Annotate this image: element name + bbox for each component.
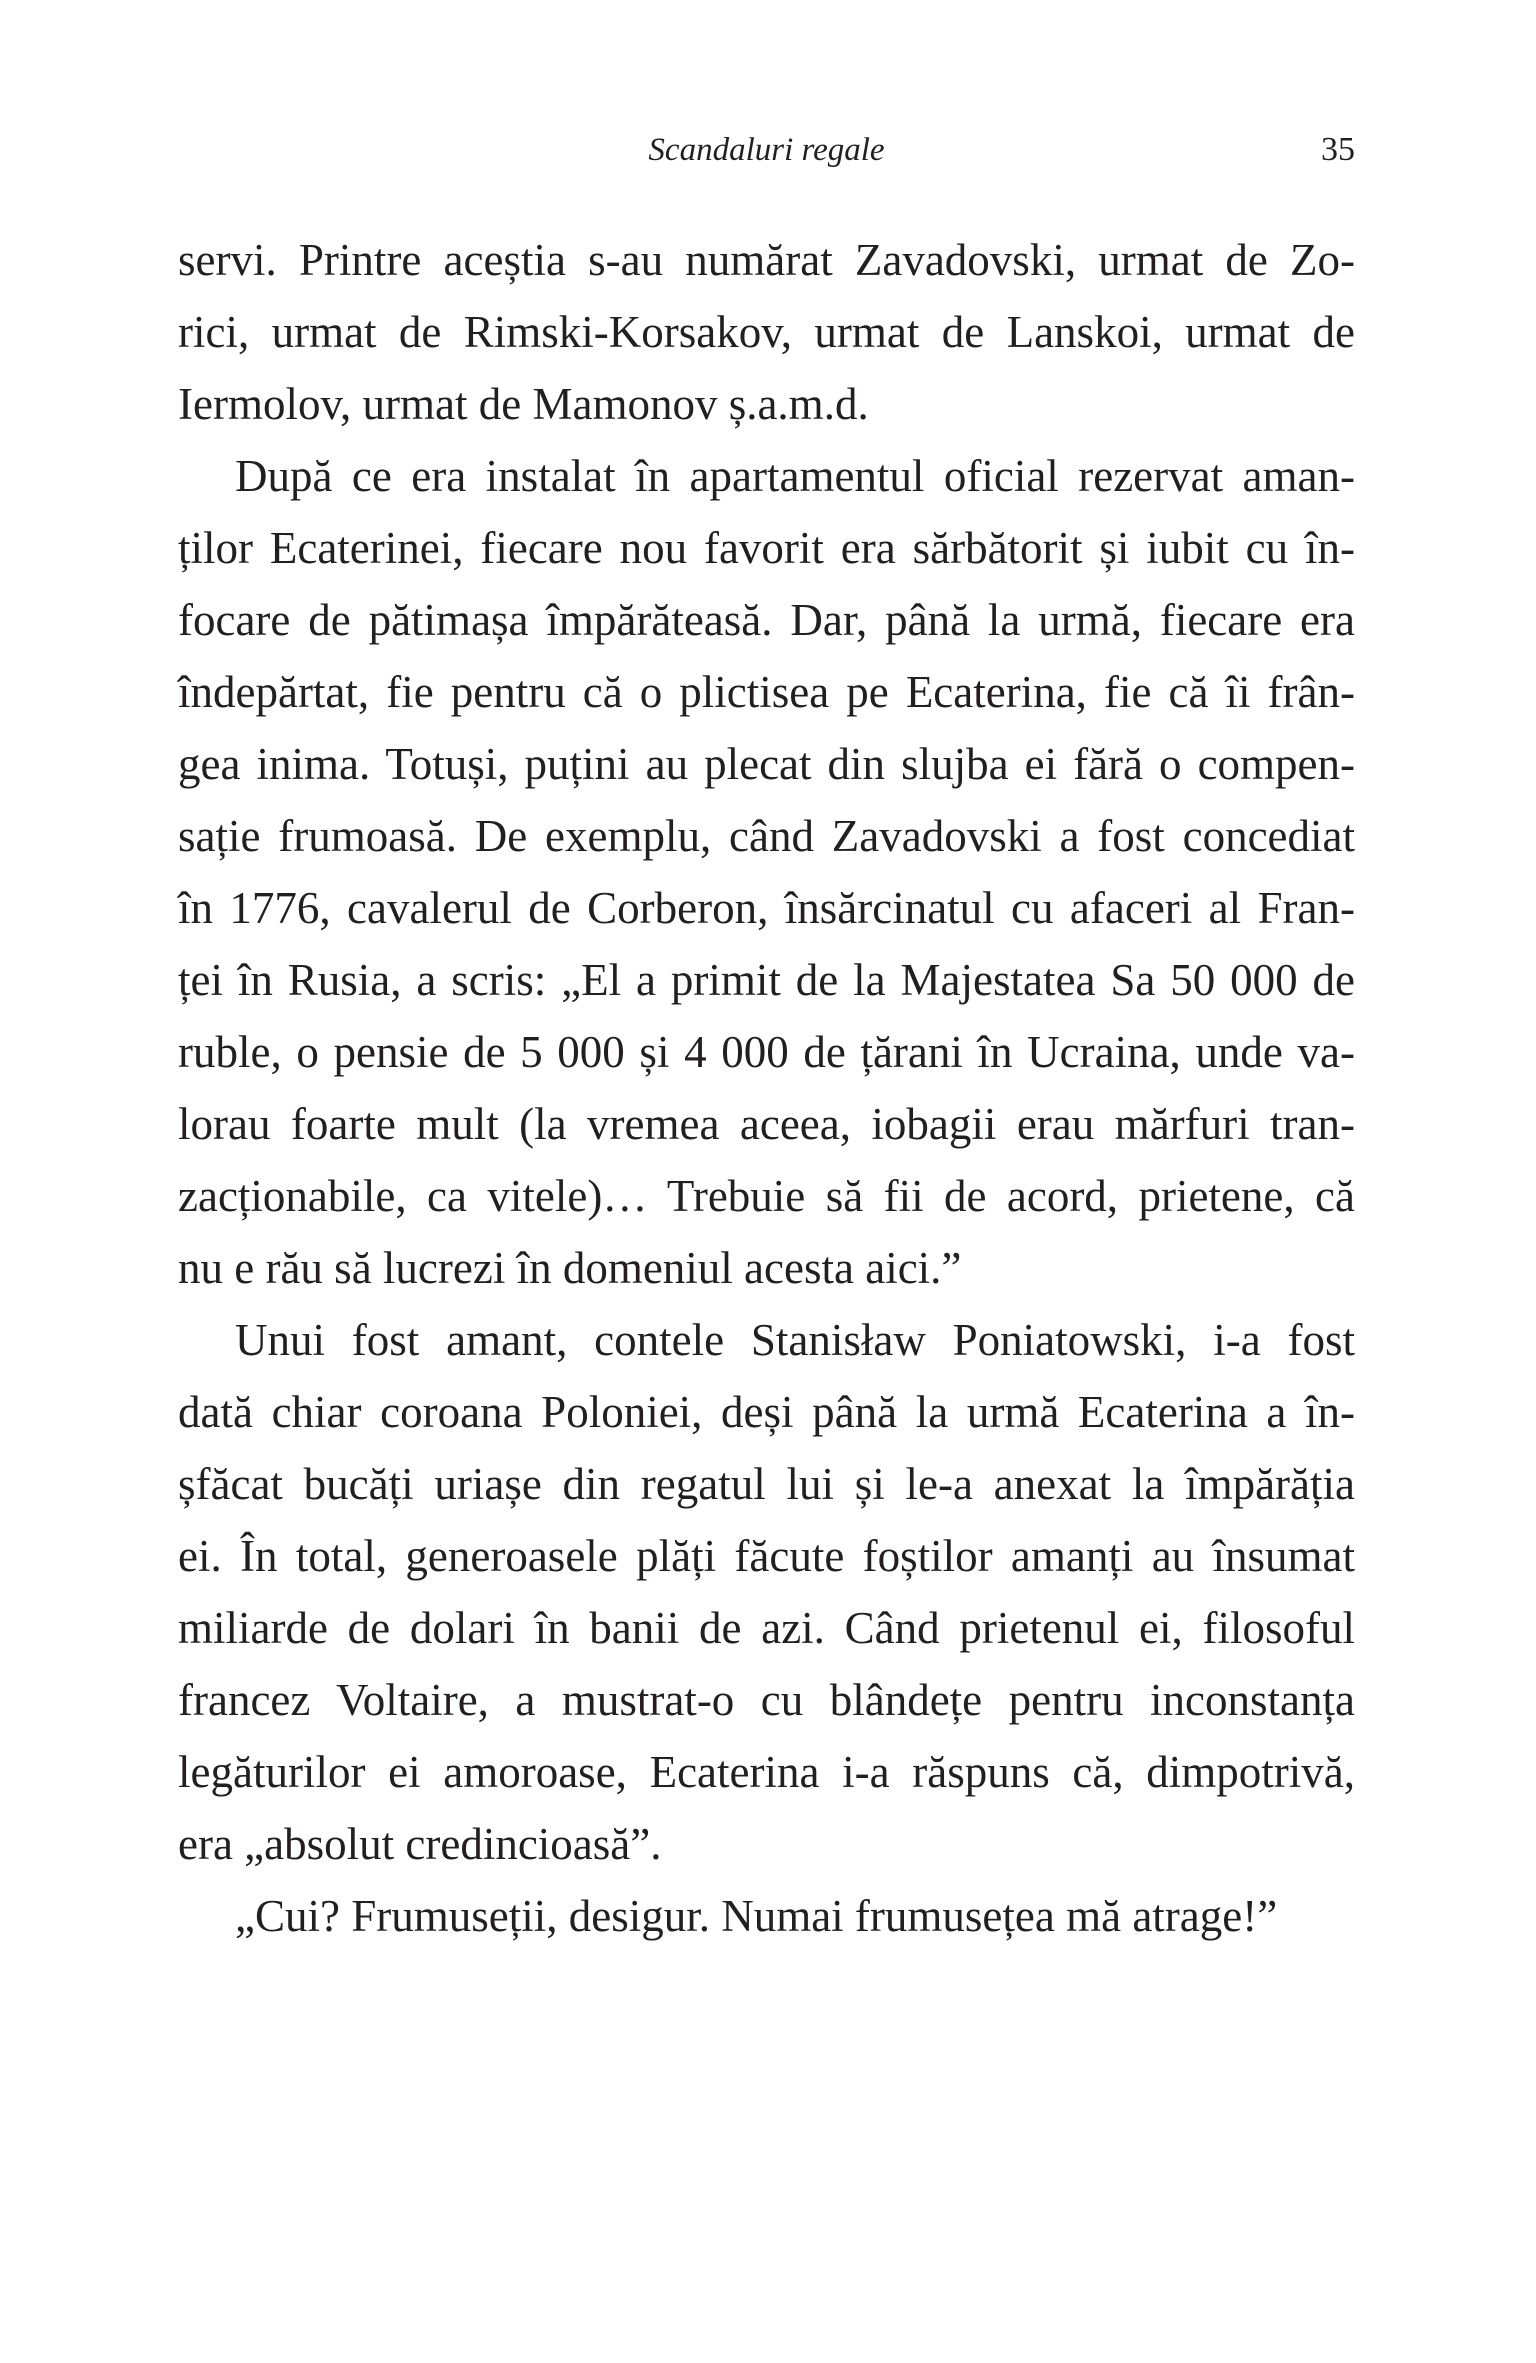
- paragraph: [178, 1880, 1355, 1952]
- text-line: nu e rău să lucrezi în domeniul acesta aici.”: [178, 1243, 962, 1293]
- text-line: legăturilor ei amoroase, Ecaterina i-a răspuns că, dimpotrivă,: [178, 1747, 1355, 1797]
- text-line: „Cui? Frumuseții, desigur. Numai frumusețea mă atrage!”: [235, 1891, 1278, 1941]
- text-line: sație frumoasă. De exemplu, când Zavadovski a fost concediat: [178, 811, 1355, 861]
- text-line: șfăcat bucăți uriașe din regatul lui și le-a anexat la împărăția: [178, 1459, 1355, 1509]
- text-line: ței în Rusia, a scris: „El a primit de la Majestatea Sa 50 000 de: [178, 955, 1355, 1005]
- running-header: [178, 126, 1355, 174]
- page-number: 35: [1321, 131, 1355, 168]
- text-line: lorau foarte mult (la vremea aceea, iobagii erau mărfuri tran-: [178, 1099, 1355, 1149]
- body-text: [178, 224, 1355, 1952]
- text-line: în 1776, cavalerul de Corberon, însărcinatul cu afaceri al Fran-: [178, 883, 1355, 933]
- paragraph: [178, 1304, 1355, 1880]
- text-line: ților Ecaterinei, fiecare nou favorit era sărbătorit și iubit cu în-: [178, 523, 1355, 573]
- text-line: Iermolov, urmat de Mamonov ș.a.m.d.: [178, 379, 869, 429]
- text-line: francez Voltaire, a mustrat-o cu blândețe pentru inconstanța: [178, 1675, 1355, 1725]
- text-line: era „absolut credincioasă”.: [178, 1819, 662, 1869]
- text-line: zacționabile, ca vitele)… Trebuie să fii de acord, prietene, că: [178, 1171, 1355, 1221]
- text-line: După ce era instalat în apartamentul oficial rezervat aman-: [235, 451, 1355, 501]
- running-head-title: Scandaluri regale: [648, 132, 885, 168]
- paragraph: [178, 224, 1355, 440]
- text-line: gea inima. Totuși, puțini au plecat din slujba ei fără o compen-: [178, 739, 1355, 789]
- text-line: rici, urmat de Rimski-Korsakov, urmat de Lanskoi, urmat de: [178, 307, 1355, 357]
- text-line: îndepărtat, fie pentru că o plictisea pe Ecaterina, fie că îi frân-: [178, 667, 1355, 717]
- text-line: focare de pătimașa împărăteasă. Dar, până la urmă, fiecare era: [178, 595, 1355, 645]
- text-line: Unui fost amant, contele Stanisław Poniatowski, i-a fost: [235, 1315, 1355, 1365]
- text-line: miliarde de dolari în banii de azi. Când prietenul ei, filosoful: [178, 1603, 1355, 1653]
- text-line: ruble, o pensie de 5 000 și 4 000 de țărani în Ucraina, unde va-: [178, 1027, 1355, 1077]
- text-line: ei. În total, generoasele plăți făcute foștilor amanți au însumat: [178, 1531, 1355, 1581]
- text-line: servi. Printre aceștia s-au numărat Zavadovski, urmat de Zo-: [178, 235, 1355, 285]
- paragraph: [178, 440, 1355, 1304]
- text-line: dată chiar coroana Poloniei, deși până la urmă Ecaterina a în-: [178, 1387, 1355, 1437]
